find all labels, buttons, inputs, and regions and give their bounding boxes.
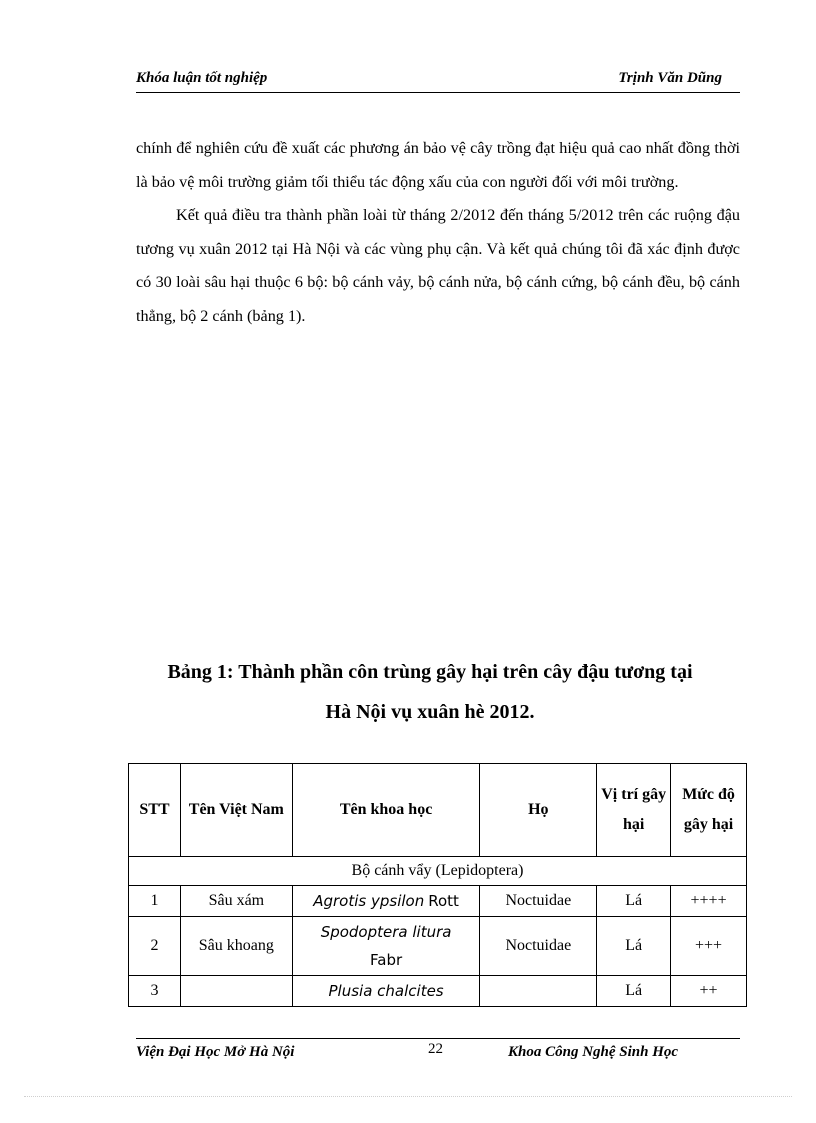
header-ho: Họ xyxy=(480,764,597,857)
header-ten-khoa-hoc: Tên khoa học xyxy=(292,764,480,857)
cell-ho xyxy=(480,976,597,1007)
cell-muc-do: ++ xyxy=(671,976,747,1007)
sci-name: Spodoptera litura xyxy=(320,923,452,941)
header-vi-tri: Vị trí gây hại xyxy=(597,764,671,857)
cell-ten: Sâu khoang xyxy=(180,917,292,976)
cell-ho: Noctuidae xyxy=(480,917,597,976)
footer-institution: Viện Đại Học Mở Hà Nội xyxy=(136,1044,295,1060)
page-header xyxy=(136,68,740,93)
body-text xyxy=(136,132,740,333)
group-label: Bộ cánh vẩy (Lepidoptera) xyxy=(129,857,747,886)
pest-table xyxy=(128,763,747,1007)
header-muc-do: Mức độ gây hại xyxy=(671,764,747,857)
cell-vi-tri: Lá xyxy=(597,886,671,917)
page-footer xyxy=(136,1038,740,1065)
paragraph-1: chính để nghiên cứu đề xuất các phương án bảo vệ cây trồng đạt hiệu quả cao nhất đồng thời là bảo vệ môi trường giảm tối thiểu tác động xấu của con người đối với môi trường. xyxy=(136,139,740,191)
table-group-row xyxy=(129,857,747,886)
cell-stt: 2 xyxy=(129,917,181,976)
page-number: 22 xyxy=(428,1041,443,1057)
cell-ten: Sâu xám xyxy=(180,886,292,917)
table-row xyxy=(129,917,747,976)
cell-ten xyxy=(180,976,292,1007)
sci-author: Rott xyxy=(428,891,459,910)
footer-faculty: Khoa Công Nghệ Sinh Học xyxy=(508,1044,679,1060)
paragraph-2: Kết quả điều tra thành phần loài từ tháng 2/2012 đến tháng 5/2012 trên các ruộng đậu tương vụ xuân 2012 tại Hà Nội và các vùng phụ cận. Và kết quả chúng tôi đã xác định được có 30 loài sâu hại thuộc 6 bộ: bộ cánh vảy, bộ cánh nửa, bộ cánh cứng, bộ cánh đều, bộ cánh thẳng, bộ 2 cánh (bảng 1). xyxy=(136,206,740,325)
cell-muc-do: ++++ xyxy=(671,886,747,917)
header-author: Trịnh Văn Dũng xyxy=(618,70,722,86)
sci-name: Plusia chalcites xyxy=(328,981,444,1000)
cell-muc-do: +++ xyxy=(671,917,747,976)
sci-author: Fabr xyxy=(370,951,403,969)
caption-line-2: Hà Nội vụ xuân hè 2012. xyxy=(325,701,535,723)
header-ten-viet-nam: Tên Việt Nam xyxy=(180,764,292,857)
cell-vi-tri: Lá xyxy=(597,976,671,1007)
cell-sci xyxy=(292,976,480,1007)
header-stt: STT xyxy=(129,764,181,857)
cell-vi-tri: Lá xyxy=(597,917,671,976)
cell-stt: 3 xyxy=(129,976,181,1007)
cell-sci xyxy=(292,886,480,917)
table-row xyxy=(129,886,747,917)
cell-ho: Noctuidae xyxy=(480,886,597,917)
caption-line-1: Bảng 1: Thành phần côn trùng gây hại trên cây đậu tương tại xyxy=(167,661,693,683)
sci-name: Agrotis ypsilon xyxy=(313,891,425,910)
table-header-row xyxy=(129,764,747,857)
page-bottom-divider xyxy=(24,1096,792,1097)
header-thesis-title: Khóa luận tốt nghiệp xyxy=(136,70,268,86)
cell-sci xyxy=(292,917,480,976)
cell-stt: 1 xyxy=(129,886,181,917)
table-caption xyxy=(120,652,740,732)
table-row xyxy=(129,976,747,1007)
